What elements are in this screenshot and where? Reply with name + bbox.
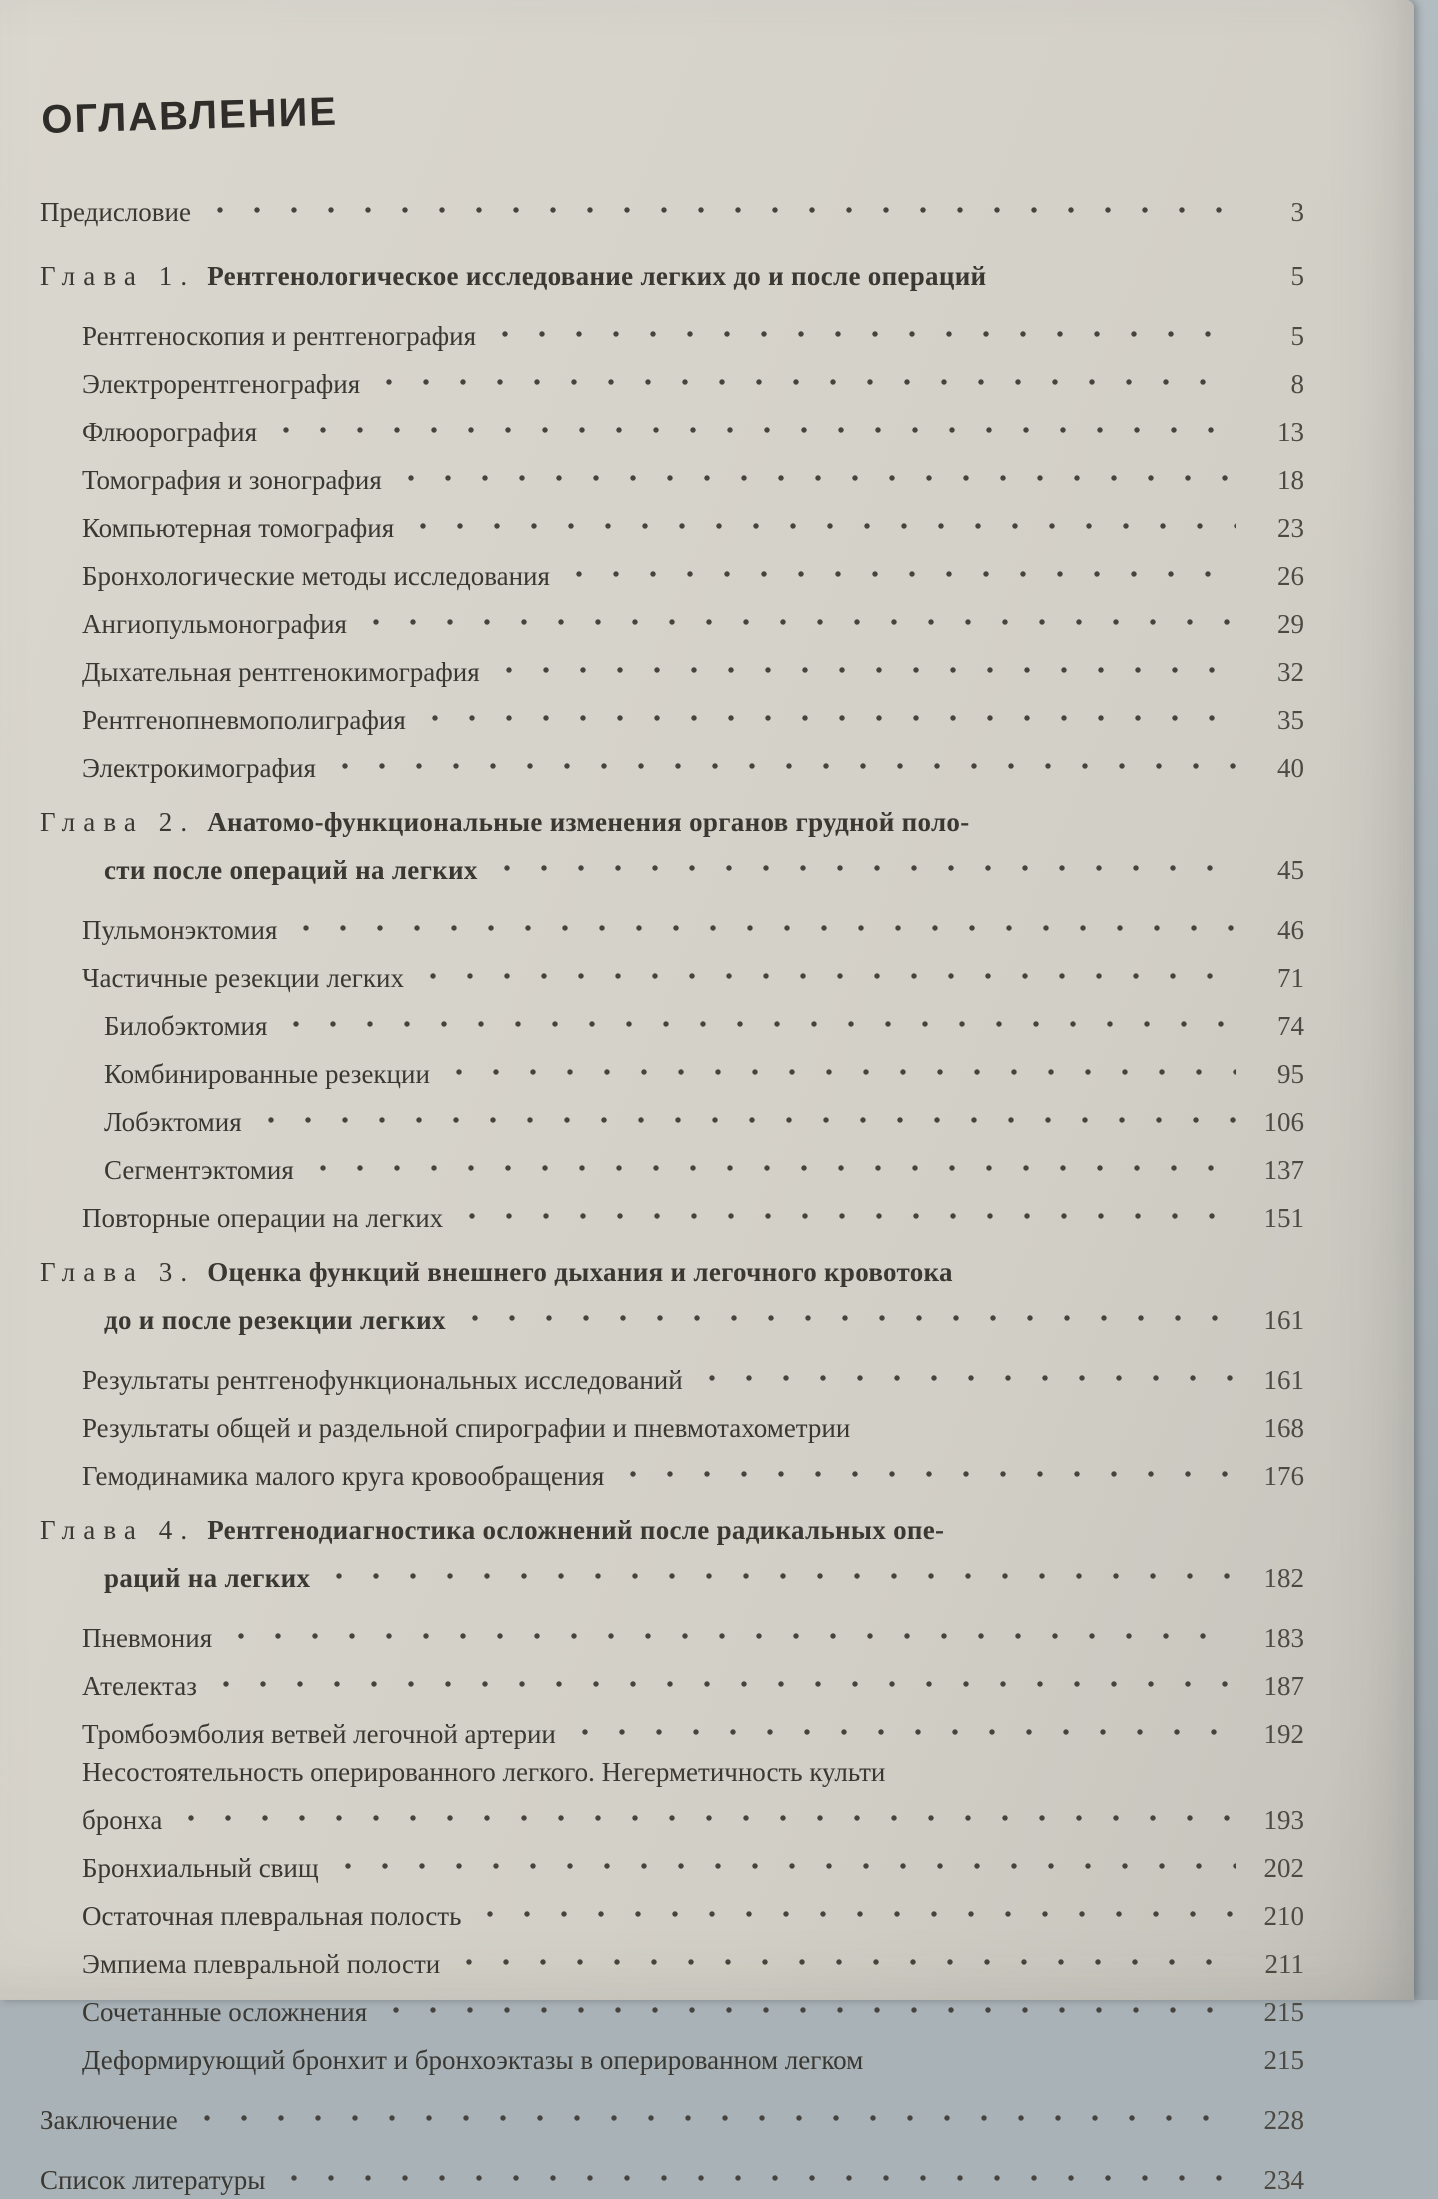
page-number: 8	[1290, 369, 1304, 399]
dot-leader	[221, 1657, 1236, 1695]
toc-entry-row	[40, 997, 1304, 1045]
toc-entry	[40, 1887, 1304, 1935]
dot-leader	[406, 451, 1236, 489]
toc-entry	[40, 1839, 1304, 1887]
toc-entry	[40, 1983, 1304, 2031]
entry-label: Сегментэктомия	[104, 1155, 294, 1185]
entry-label: Тромбоэмболия ветвей легочной артерии	[82, 1719, 556, 1749]
toc-entry	[40, 355, 1304, 403]
entry-label: Томография и зонография	[82, 465, 382, 495]
toc-entry	[40, 1045, 1304, 1093]
toc-entry	[40, 1189, 1304, 1237]
entry-label: Деформирующий бронхит и бронхоэктазы в оперированном легком	[82, 2045, 864, 2075]
page-number: 95	[1277, 1059, 1304, 1089]
page-number: 182	[1263, 1563, 1304, 1593]
entry-label: Компьютерная томография	[82, 513, 395, 543]
toc-entry-row	[40, 1351, 1304, 1399]
dot-leader	[502, 841, 1236, 879]
dot-leader	[887, 2031, 1236, 2069]
page-number: 202	[1263, 1853, 1304, 1883]
toc-entry	[40, 499, 1304, 547]
toc-entry	[40, 901, 1304, 949]
toc-entry-row	[40, 1253, 1304, 1291]
toc-entry-row	[40, 307, 1304, 355]
table-of-contents	[40, 89, 1304, 2199]
toc-entry-row	[40, 2031, 1304, 2079]
toc-entry	[40, 2031, 1304, 2079]
page-number: 18	[1277, 465, 1304, 495]
toc-entry	[40, 183, 1304, 231]
entry-label: Электрокимография	[82, 753, 316, 783]
page-number: 161	[1263, 1305, 1304, 1335]
dot-leader	[340, 739, 1236, 777]
toc-entry-row	[40, 1791, 1304, 1839]
page-number: 32	[1277, 657, 1304, 687]
toc-entry	[40, 2091, 1304, 2139]
toc-entry	[40, 1399, 1304, 1447]
toc-entry-row	[40, 1753, 1304, 1791]
page-number: 151	[1263, 1203, 1304, 1233]
page-number: 137	[1263, 1155, 1304, 1185]
toc-entry	[40, 1935, 1304, 1983]
dot-leader	[334, 1549, 1236, 1587]
page-number: 215	[1263, 2045, 1304, 2075]
page-number: 193	[1263, 1805, 1304, 1835]
toc-entry	[40, 1657, 1304, 1705]
dot-leader	[464, 1935, 1236, 1973]
page-number: 234	[1263, 2165, 1304, 2195]
toc-entry-row	[40, 739, 1304, 787]
chapter-prefix: Глава 1.	[40, 261, 196, 291]
dot-leader	[500, 307, 1236, 345]
dot-leader	[707, 1351, 1236, 1389]
dot-leader	[371, 595, 1236, 633]
page-number: 176	[1263, 1461, 1304, 1491]
toc-entry-row	[40, 643, 1304, 691]
page-number: 192	[1263, 1719, 1304, 1749]
dot-leader	[384, 355, 1236, 393]
toc-entry	[40, 739, 1304, 787]
dot-leader	[289, 2151, 1236, 2189]
dot-leader	[186, 1791, 1236, 1829]
entry-label: Флюорография	[82, 417, 258, 447]
page-number: 215	[1263, 1997, 1304, 2027]
toc-entry	[40, 691, 1304, 739]
toc-entry-row	[40, 803, 1304, 841]
toc-entry-row	[40, 595, 1304, 643]
dot-leader	[266, 1093, 1236, 1131]
entry-label: Бронхиальный свищ	[82, 1853, 319, 1883]
entry-label: Гемодинамика малого круга кровообращения	[82, 1461, 605, 1491]
toc-entry	[40, 1351, 1304, 1399]
page-number: 211	[1264, 1949, 1304, 1979]
dot-leader	[418, 499, 1236, 537]
toc-entry	[40, 1705, 1304, 1753]
toc-entry-row	[40, 1839, 1304, 1887]
entry-label: Результаты общей и раздельной спирографии и пневмотахометрии	[82, 1413, 851, 1443]
page-number: 187	[1263, 1671, 1304, 1701]
toc-entry-row	[40, 1045, 1304, 1093]
page-number: 5	[1290, 321, 1304, 351]
dot-leader	[391, 1983, 1236, 2021]
dot-leader	[485, 1887, 1236, 1925]
toc-entry-row	[40, 355, 1304, 403]
toc-entry-row	[40, 691, 1304, 739]
toc-entry-row	[40, 547, 1304, 595]
entry-label: Эмпиема плевральной полости	[82, 1949, 441, 1979]
entry-label: Электрорентгенография	[82, 369, 361, 399]
toc-entry	[40, 547, 1304, 595]
toc-entry-row	[40, 841, 1304, 889]
chapter-title: Рентгенологическое исследование легких до и после операций	[207, 261, 987, 291]
dot-leader	[428, 949, 1236, 987]
toc-entry	[40, 247, 1304, 295]
page-number: 74	[1277, 1011, 1304, 1041]
entry-label: Остаточная плевральная полость	[82, 1901, 462, 1931]
page-number: 26	[1277, 561, 1304, 591]
toc-entry-row	[40, 1447, 1304, 1495]
dot-leader	[430, 691, 1236, 729]
toc-entry-row	[40, 1291, 1304, 1339]
toc-entry	[40, 1253, 1304, 1339]
page-number: 13	[1277, 417, 1304, 447]
entry-label: бронха	[82, 1805, 163, 1835]
entry-label: Результаты рентгенофункциональных исследований	[82, 1365, 683, 1395]
chapter-title: Рентгенодиагностика осложнений после радикальных опе-	[207, 1515, 945, 1545]
dot-leader	[467, 1189, 1236, 1227]
dot-leader	[1010, 247, 1236, 285]
toc-entry-row	[40, 1189, 1304, 1237]
toc-entry	[40, 1753, 1304, 1839]
toc-entry-row	[40, 2091, 1304, 2139]
dot-leader	[454, 1045, 1236, 1083]
toc-entry	[40, 997, 1304, 1045]
entry-label: Комбинированные резекции	[104, 1059, 430, 1089]
dot-leader	[574, 547, 1236, 585]
entry-label: Пневмония	[82, 1623, 213, 1653]
chapter-title: Анатомо-функциональные изменения органов грудной поло-	[207, 807, 970, 837]
dot-leader	[580, 1705, 1236, 1743]
dot-leader	[291, 997, 1236, 1035]
dot-leader	[504, 643, 1236, 681]
toc-entry-row	[40, 949, 1304, 997]
toc-entry	[40, 803, 1304, 889]
toc-entry	[40, 2151, 1304, 2199]
toc-entries	[40, 183, 1304, 2199]
toc-entry-row	[40, 2151, 1304, 2199]
toc-entry-row	[40, 403, 1304, 451]
toc-entry-row	[40, 1549, 1304, 1597]
page-number: 35	[1277, 705, 1304, 735]
entry-label: Частичные резекции легких	[82, 963, 404, 993]
entry-label: Рентгеноскопия и рентгенография	[82, 321, 477, 351]
toc-entry	[40, 1609, 1304, 1657]
toc-entry-row	[40, 901, 1304, 949]
page-number: 5	[1290, 261, 1304, 291]
toc-entry	[40, 307, 1304, 355]
dot-leader	[470, 1291, 1236, 1329]
dot-leader	[301, 901, 1236, 939]
toc-entry-row	[40, 1141, 1304, 1189]
entry-label: Дыхательная рентгенокимография	[82, 657, 480, 687]
page-number: 228	[1263, 2105, 1304, 2135]
dot-leader	[318, 1141, 1236, 1179]
entry-label: Ангиопульмонография	[82, 609, 347, 639]
page-number: 161	[1263, 1365, 1304, 1395]
dot-leader	[202, 2091, 1236, 2129]
page-number: 168	[1263, 1413, 1304, 1443]
page-number: 40	[1277, 753, 1304, 783]
entry-label: Пульмонэктомия	[82, 915, 278, 945]
entry-label: Предисловие	[40, 197, 191, 227]
toc-entry	[40, 403, 1304, 451]
toc-entry-row	[40, 1983, 1304, 2031]
chapter-prefix: Глава 4.	[40, 1515, 196, 1545]
entry-label: Сочетанные осложнения	[82, 1997, 368, 2027]
toc-entry	[40, 949, 1304, 997]
toc-entry-row	[40, 1093, 1304, 1141]
toc-entry-row	[40, 247, 1304, 295]
chapter-title: раций на легких	[104, 1563, 311, 1593]
page-number: 46	[1277, 915, 1304, 945]
page-number: 210	[1263, 1901, 1304, 1931]
chapter-title: до и после резекции легких	[104, 1305, 446, 1335]
toc-entry	[40, 1141, 1304, 1189]
page-number: 106	[1263, 1107, 1304, 1137]
entry-label: Рентгенопневмополиграфия	[82, 705, 406, 735]
dot-leader	[874, 1399, 1236, 1437]
entry-label: Несостоятельность оперированного легкого. Негерметичность культи	[82, 1757, 886, 1787]
toc-entry-row	[40, 1705, 1304, 1753]
toc-entry-row	[40, 1887, 1304, 1935]
toc-entry	[40, 451, 1304, 499]
page-number: 3	[1290, 197, 1304, 227]
chapter-prefix: Глава 2.	[40, 807, 196, 837]
dot-leader	[215, 183, 1236, 221]
chapter-title: Оценка функций внешнего дыхания и легочного кровотока	[207, 1257, 953, 1287]
entry-label: Заключение	[40, 2105, 178, 2135]
page-number: 23	[1277, 513, 1304, 543]
toc-entry	[40, 1093, 1304, 1141]
toc-entry-row	[40, 1935, 1304, 1983]
chapter-prefix: Глава 3.	[40, 1257, 196, 1287]
entry-label: Лобэктомия	[104, 1107, 242, 1137]
toc-entry-row	[40, 451, 1304, 499]
page-number: 45	[1277, 855, 1304, 885]
toc-entry-row	[40, 1511, 1304, 1549]
entry-label: Билобэктомия	[104, 1011, 268, 1041]
toc-entry-row	[40, 1399, 1304, 1447]
page-number: 71	[1277, 963, 1304, 993]
page-number: 29	[1277, 609, 1304, 639]
chapter-title: сти после операций на легких	[104, 855, 478, 885]
toc-entry-row	[40, 1609, 1304, 1657]
dot-leader	[236, 1609, 1236, 1647]
toc-entry	[40, 1511, 1304, 1597]
toc-entry	[40, 1447, 1304, 1495]
dot-leader	[628, 1447, 1236, 1485]
dot-leader	[343, 1839, 1236, 1877]
page-title: ОГЛАВЛЕНИЕ	[40, 89, 339, 143]
entry-label: Ателектаз	[82, 1671, 197, 1701]
entry-label: Повторные операции на легких	[82, 1203, 444, 1233]
toc-entry	[40, 643, 1304, 691]
entry-label: Бронхологические методы исследования	[82, 561, 550, 591]
toc-entry-row	[40, 499, 1304, 547]
dot-leader	[281, 403, 1236, 441]
toc-entry-row	[40, 183, 1304, 231]
page-number: 183	[1263, 1623, 1304, 1653]
toc-entry	[40, 595, 1304, 643]
entry-label: Список литературы	[40, 2165, 266, 2195]
toc-entry-row	[40, 1657, 1304, 1705]
